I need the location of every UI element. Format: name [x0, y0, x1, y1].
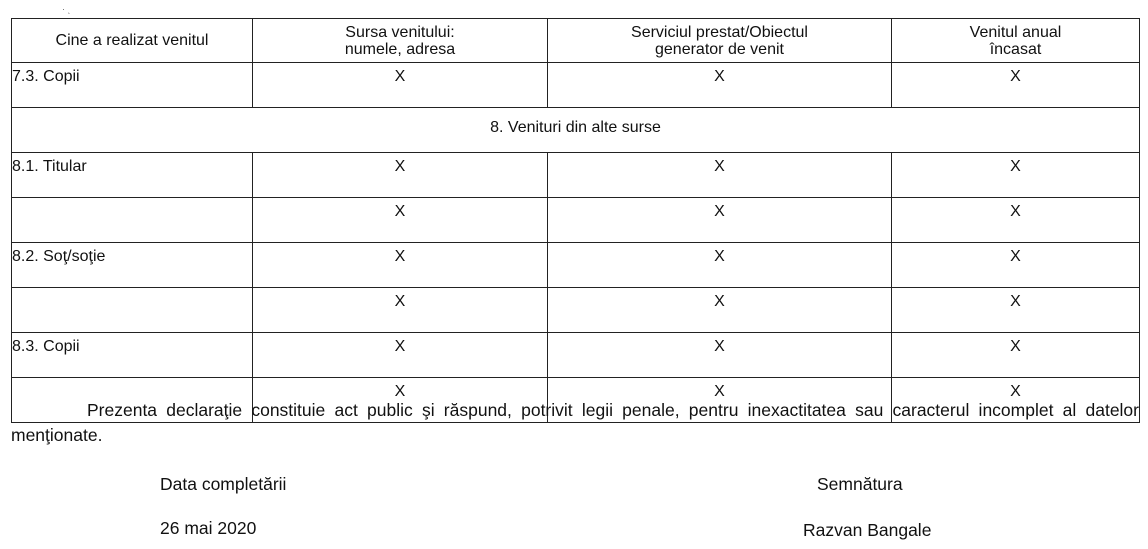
header-sursa: Sursa venitului: numele, adresa: [253, 19, 548, 63]
cell-mark: X: [892, 63, 1140, 108]
cell-mark: X: [892, 243, 1140, 288]
table-row-8-2-b: [12, 288, 1140, 333]
cell-mark: X: [253, 378, 548, 423]
date-label: Data completării: [160, 474, 287, 494]
cell-mark: X: [892, 288, 1140, 333]
row-label: [12, 198, 253, 243]
table-header-row: [12, 19, 1140, 63]
cell-mark: X: [253, 198, 548, 243]
cell-mark: X: [548, 63, 892, 108]
signature-label: Semnătura: [817, 474, 903, 494]
section-header-row: [12, 108, 1140, 153]
table-row-8-1: [12, 153, 1140, 198]
cell-mark: X: [892, 333, 1140, 378]
declaration-statement: Prezenta declaraţie constituie act public şi răspund, potrivit legii penale, pentru inexactitatea sau caracterul incomplet al datelor menţionate.: [11, 400, 1139, 445]
scan-artifact: · ˎ: [62, 4, 71, 14]
row-label: 8.3. Copii: [12, 333, 253, 378]
signature-value: Razvan Bangale: [803, 520, 932, 540]
header-cine: Cine a realizat venitul: [12, 19, 253, 63]
cell-mark: X: [548, 243, 892, 288]
cell-mark: X: [548, 288, 892, 333]
cell-mark: X: [253, 288, 548, 333]
cell-mark: X: [892, 153, 1140, 198]
cell-mark: X: [548, 333, 892, 378]
cell-mark: X: [253, 333, 548, 378]
table-row-8-1-b: [12, 198, 1140, 243]
header-serviciul: Serviciul prestat/Obiectul generator de venit: [548, 19, 892, 63]
table-row-7-3: [12, 63, 1140, 108]
section-title: 8. Venituri din alte surse: [12, 108, 1140, 153]
cell-mark: X: [253, 153, 548, 198]
row-label: 7.3. Copii: [12, 63, 253, 108]
cell-mark: X: [548, 198, 892, 243]
header-venitul: Venitul anual încasat: [892, 19, 1140, 63]
cell-mark: X: [253, 63, 548, 108]
row-label: [12, 288, 253, 333]
table-row-8-3: [12, 333, 1140, 378]
cell-mark: X: [548, 378, 892, 423]
table-row-8-2: [12, 243, 1140, 288]
row-label: 8.1. Titular: [12, 153, 253, 198]
date-value: 26 mai 2020: [160, 518, 257, 538]
cell-mark: X: [892, 378, 1140, 423]
cell-mark: X: [892, 198, 1140, 243]
row-label: 8.2. Soţ/soţie: [12, 243, 253, 288]
cell-mark: X: [253, 243, 548, 288]
income-table: [11, 18, 1140, 423]
cell-mark: X: [548, 153, 892, 198]
